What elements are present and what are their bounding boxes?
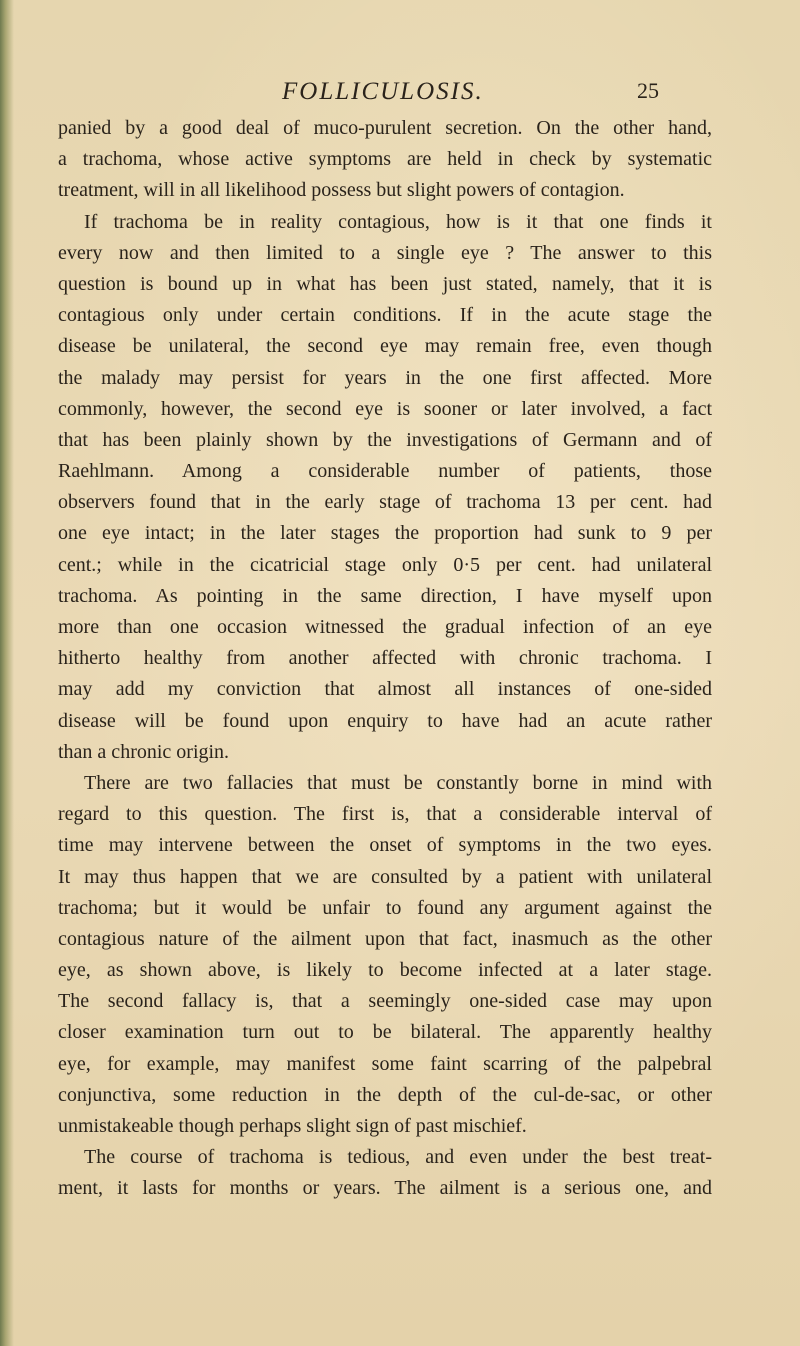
text-line: ment, it lasts for months or years. The ailment is a serious one, and xyxy=(58,1177,712,1200)
text-line: that has been plainly shown by the investigations of Germann and of xyxy=(58,428,712,451)
text-line: question is bound up in what has been just stated, namely, that it is xyxy=(58,272,712,295)
text-line: trachoma; but it would be unfair to found any argument against the xyxy=(58,896,712,919)
text-line: The course of trachoma is tedious, and even under the best treat- xyxy=(84,1146,712,1169)
text-line: eye, as shown above, is likely to become infected at a later stage. xyxy=(58,959,712,982)
page-binding-edge xyxy=(0,0,14,1346)
text-line: observers found that in the early stage of trachoma 13 per cent. had xyxy=(58,491,712,514)
text-line: regard to this question. The first is, that a considerable interval of xyxy=(58,803,712,826)
text-line: the malady may persist for years in the one first affected. More xyxy=(58,366,712,389)
text-line: every now and then limited to a single eye ? The answer to this xyxy=(58,241,712,264)
text-line: The second fallacy is, that a seemingly one-sided case may upon xyxy=(58,990,712,1013)
text-line: closer examination turn out to be bilateral. The apparently healthy xyxy=(58,1021,712,1044)
text-line: unmistakeable though perhaps slight sign of past mischief. xyxy=(58,1115,527,1137)
text-line: time may intervene between the onset of symptoms in the two eyes. xyxy=(58,834,712,857)
text-line: a trachoma, whose active symptoms are held in check by systematic xyxy=(58,148,712,171)
text-line: contagious nature of the ailment upon that fact, inasmuch as the other xyxy=(58,927,712,950)
text-line: Raehlmann. Among a considerable number of patients, those xyxy=(58,460,712,483)
text-line: cent.; while in the cicatricial stage only 0·5 per cent. had unilateral xyxy=(58,553,712,576)
text-line: panied by a good deal of muco-purulent secretion. On the other hand, xyxy=(58,117,712,139)
text-line: trachoma. As pointing in the same direction, I have myself upon xyxy=(58,584,712,607)
text-line: treatment, will in all likelihood possess but slight powers of contagion. xyxy=(58,179,625,202)
body-text xyxy=(58,113,712,1205)
text-line: eye, for example, may manifest some faint scarring of the palpebral xyxy=(58,1052,712,1075)
text-line: contagious only under certain conditions. If in the acute stage the xyxy=(58,304,712,327)
page-number: 25 xyxy=(637,78,659,103)
text-line: disease will be found upon enquiry to have had an acute rather xyxy=(58,709,712,732)
running-head: FOLLICULOSIS. xyxy=(282,78,484,105)
text-line: There are two fallacies that must be constantly borne in mind with xyxy=(84,771,712,794)
text-line: conjunctiva, some reduction in the depth of the cul-de-sac, or other xyxy=(58,1083,712,1106)
text-line: disease be unilateral, the second eye may remain free, even though xyxy=(58,335,712,358)
text-line: may add my conviction that almost all instances of one-sided xyxy=(58,678,712,701)
text-line: commonly, however, the second eye is sooner or later involved, a fact xyxy=(58,397,712,420)
text-line: one eye intact; in the later stages the proportion had sunk to 9 per xyxy=(58,522,712,545)
text-line: than a chronic origin. xyxy=(58,740,230,763)
page-header xyxy=(0,78,800,118)
text-line: If trachoma be in reality contagious, how is it that one finds it xyxy=(84,210,712,233)
text-line: It may thus happen that we are consulted by a patient with unilateral xyxy=(58,865,712,888)
text-line: more than one occasion witnessed the gradual infection of an eye xyxy=(58,616,712,638)
text-line: hitherto healthy from another affected with chronic trachoma. I xyxy=(58,647,712,670)
